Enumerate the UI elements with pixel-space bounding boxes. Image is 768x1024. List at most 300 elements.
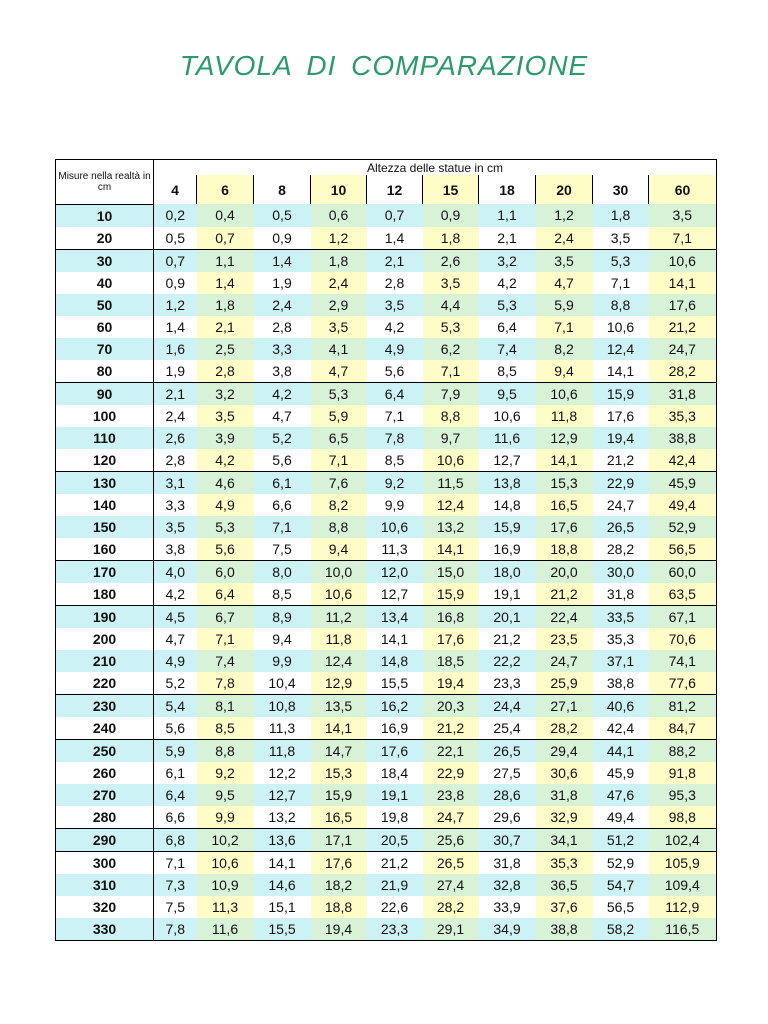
table-cell: 6,4 (367, 382, 423, 405)
table-cell: 12,4 (593, 338, 649, 360)
table-cell: 5,3 (311, 382, 367, 405)
table-cell: 52,9 (593, 851, 649, 874)
table-cell: 22,6 (367, 896, 423, 918)
table-cell: 5,6 (254, 449, 311, 472)
table-cell: 27,4 (423, 874, 479, 896)
table-cell: 49,4 (649, 494, 717, 516)
table-cell: 24,4 (479, 694, 536, 717)
table-cell: 7,4 (197, 650, 254, 672)
table-cell: 15,9 (593, 382, 649, 405)
table-cell: 19,8 (367, 806, 423, 829)
table-cell: 42,4 (649, 449, 717, 472)
table-cell: 12,0 (367, 560, 423, 583)
table-cell: 2,4 (154, 405, 197, 427)
table-cell: 28,2 (649, 360, 717, 383)
table-cell: 9,2 (367, 471, 423, 494)
table-row (56, 249, 717, 272)
table-cell: 0,7 (154, 249, 197, 272)
table-row (56, 316, 717, 338)
table-cell: 12,7 (479, 449, 536, 472)
table-cell: 6,8 (154, 828, 197, 851)
table-cell: 32,8 (479, 874, 536, 896)
table-cell: 9,9 (197, 806, 254, 829)
table-row (56, 762, 717, 784)
table-cell: 31,8 (649, 382, 717, 405)
table-cell: 22,2 (479, 650, 536, 672)
table-cell: 51,2 (593, 828, 649, 851)
table-row (56, 583, 717, 606)
table-row (56, 739, 717, 762)
table-cell: 15,9 (311, 784, 367, 806)
table-cell: 9,4 (536, 360, 593, 383)
table-cell: 10,4 (254, 672, 311, 695)
table-cell: 11,5 (423, 471, 479, 494)
row-header: 320 (56, 896, 154, 918)
table-cell: 15,1 (254, 896, 311, 918)
row-header: 180 (56, 583, 154, 606)
table-cell: 15,9 (423, 583, 479, 606)
table-cell: 36,5 (536, 874, 593, 896)
table-cell: 12,7 (367, 583, 423, 606)
table-cell: 24,7 (593, 494, 649, 516)
table-row (56, 694, 717, 717)
row-header: 250 (56, 739, 154, 762)
table-cell: 18,0 (479, 560, 536, 583)
table-cell: 4,5 (154, 605, 197, 628)
table-cell: 10,6 (479, 405, 536, 427)
table-cell: 12,9 (311, 672, 367, 695)
table-cell: 8,0 (254, 560, 311, 583)
table-cell: 8,5 (197, 717, 254, 740)
table-cell: 21,2 (423, 717, 479, 740)
table-cell: 12,4 (311, 650, 367, 672)
table-cell: 22,9 (423, 762, 479, 784)
table-cell: 8,5 (367, 449, 423, 472)
table-cell: 31,8 (536, 784, 593, 806)
table-cell: 14,6 (254, 874, 311, 896)
table-cell: 17,6 (423, 628, 479, 650)
table-cell: 7,6 (311, 471, 367, 494)
table-cell: 4,2 (479, 272, 536, 294)
table-cell: 29,4 (536, 739, 593, 762)
table-row (56, 851, 717, 874)
row-header: 330 (56, 918, 154, 941)
table-cell: 0,9 (254, 227, 311, 250)
table-cell: 7,1 (197, 628, 254, 650)
table-cell: 34,1 (536, 828, 593, 851)
table-cell: 40,6 (593, 694, 649, 717)
table-cell: 1,4 (197, 272, 254, 294)
table-cell: 3,8 (254, 360, 311, 383)
table-cell: 3,8 (154, 538, 197, 561)
row-header: 20 (56, 227, 154, 250)
table-cell: 16,9 (479, 538, 536, 561)
table-cell: 2,8 (367, 272, 423, 294)
table-cell: 0,7 (197, 227, 254, 250)
table-cell: 3,3 (254, 338, 311, 360)
table-cell: 3,5 (197, 405, 254, 427)
table-cell: 56,5 (593, 896, 649, 918)
table-cell: 10,6 (649, 249, 717, 272)
table-cell: 4,9 (154, 650, 197, 672)
row-header: 290 (56, 828, 154, 851)
table-row (56, 272, 717, 294)
table-cell: 3,2 (479, 249, 536, 272)
row-header: 230 (56, 694, 154, 717)
table-cell: 0,5 (154, 227, 197, 250)
table-cell: 18,8 (536, 538, 593, 561)
table-cell: 13,8 (479, 471, 536, 494)
table-cell: 6,6 (254, 494, 311, 516)
table-cell: 5,3 (479, 294, 536, 316)
table-cell: 3,3 (154, 494, 197, 516)
column-header: 30 (593, 175, 649, 204)
table-cell: 25,4 (479, 717, 536, 740)
table-cell: 2,6 (423, 249, 479, 272)
row-header: 220 (56, 672, 154, 695)
table-cell: 58,2 (593, 918, 649, 941)
table-cell: 24,7 (649, 338, 717, 360)
table-cell: 0,7 (367, 204, 423, 227)
table-cell: 2,4 (536, 227, 593, 250)
table-cell: 17,6 (649, 294, 717, 316)
table-cell: 7,1 (367, 405, 423, 427)
table-cell: 26,5 (423, 851, 479, 874)
table-cell: 11,8 (254, 739, 311, 762)
table-cell: 28,2 (536, 717, 593, 740)
table-cell: 70,6 (649, 628, 717, 650)
row-header: 300 (56, 851, 154, 874)
table-cell: 6,7 (197, 605, 254, 628)
table-cell: 21,9 (367, 874, 423, 896)
table-cell: 14,1 (254, 851, 311, 874)
table-cell: 3,5 (536, 249, 593, 272)
table-cell: 7,5 (254, 538, 311, 561)
table-cell: 38,8 (649, 427, 717, 449)
table-cell: 6,4 (197, 583, 254, 606)
row-header: 140 (56, 494, 154, 516)
table-cell: 21,2 (649, 316, 717, 338)
table-cell: 7,1 (536, 316, 593, 338)
table-cell: 8,2 (536, 338, 593, 360)
table-cell: 23,3 (367, 918, 423, 941)
table-cell: 52,9 (649, 516, 717, 538)
table-cell: 6,4 (154, 784, 197, 806)
table-cell: 1,1 (197, 249, 254, 272)
table-cell: 21,2 (593, 449, 649, 472)
table-cell: 4,6 (197, 471, 254, 494)
table-cell: 2,9 (311, 294, 367, 316)
table-cell: 11,3 (197, 896, 254, 918)
table-cell: 11,3 (367, 538, 423, 561)
table-cell: 5,6 (154, 717, 197, 740)
table-cell: 13,6 (254, 828, 311, 851)
table-cell: 60,0 (649, 560, 717, 583)
table-row (56, 338, 717, 360)
table-cell: 5,9 (154, 739, 197, 762)
table-cell: 29,6 (479, 806, 536, 829)
table-cell: 0,9 (423, 204, 479, 227)
table-row (56, 494, 717, 516)
table-cell: 13,2 (423, 516, 479, 538)
table-cell: 10,2 (197, 828, 254, 851)
table-row (56, 382, 717, 405)
table-cell: 95,3 (649, 784, 717, 806)
table-cell: 4,0 (154, 560, 197, 583)
table-row (56, 560, 717, 583)
table-cell: 16,5 (536, 494, 593, 516)
table-row (56, 896, 717, 918)
table-cell: 8,9 (254, 605, 311, 628)
table-cell: 7,4 (479, 338, 536, 360)
table-cell: 84,7 (649, 717, 717, 740)
table-cell: 15,5 (367, 672, 423, 695)
table-cell: 42,4 (593, 717, 649, 740)
table-row (56, 672, 717, 695)
table-cell: 11,8 (536, 405, 593, 427)
table-cell: 2,8 (154, 449, 197, 472)
table-cell: 8,8 (423, 405, 479, 427)
column-header: 8 (254, 175, 311, 204)
table-cell: 10,6 (593, 316, 649, 338)
table-cell: 29,1 (423, 918, 479, 941)
table-cell: 19,1 (479, 583, 536, 606)
table-cell: 1,2 (311, 227, 367, 250)
table-cell: 5,9 (311, 405, 367, 427)
table-cell: 16,9 (367, 717, 423, 740)
table-cell: 1,8 (311, 249, 367, 272)
table-row (56, 227, 717, 250)
table-cell: 0,2 (154, 204, 197, 227)
table-cell: 2,8 (197, 360, 254, 383)
column-header-row (56, 175, 717, 204)
table-cell: 14,1 (423, 538, 479, 561)
corner-label: Misure nella realtà in cm (56, 160, 154, 205)
table-cell: 1,1 (479, 204, 536, 227)
table-cell: 7,3 (154, 874, 197, 896)
table-cell: 28,2 (593, 538, 649, 561)
table-cell: 3,5 (367, 294, 423, 316)
table-cell: 81,2 (649, 694, 717, 717)
row-header: 70 (56, 338, 154, 360)
table-cell: 1,8 (197, 294, 254, 316)
table-cell: 32,9 (536, 806, 593, 829)
row-header: 310 (56, 874, 154, 896)
table-cell: 10,6 (197, 851, 254, 874)
table-cell: 8,5 (479, 360, 536, 383)
table-cell: 11,3 (254, 717, 311, 740)
table-cell: 6,4 (479, 316, 536, 338)
table-row (56, 516, 717, 538)
table-cell: 21,2 (367, 851, 423, 874)
table-cell: 17,1 (311, 828, 367, 851)
table-cell: 15,3 (536, 471, 593, 494)
table-cell: 4,9 (197, 494, 254, 516)
table-cell: 25,6 (423, 828, 479, 851)
table-cell: 67,1 (649, 605, 717, 628)
table-cell: 10,6 (423, 449, 479, 472)
table-cell: 10,6 (367, 516, 423, 538)
table-cell: 3,9 (197, 427, 254, 449)
table-cell: 12,9 (536, 427, 593, 449)
table-row (56, 717, 717, 740)
table-cell: 4,2 (154, 583, 197, 606)
table-cell: 1,6 (154, 338, 197, 360)
row-header: 90 (56, 382, 154, 405)
row-header: 120 (56, 449, 154, 472)
group-header: Altezza delle statue in cm (154, 160, 717, 176)
table-cell: 11,8 (311, 628, 367, 650)
row-header: 190 (56, 605, 154, 628)
table-cell: 7,9 (423, 382, 479, 405)
table-cell: 102,4 (649, 828, 717, 851)
table-cell: 8,8 (197, 739, 254, 762)
table-cell: 1,2 (154, 294, 197, 316)
table-cell: 8,8 (593, 294, 649, 316)
table-cell: 4,1 (311, 338, 367, 360)
table-cell: 18,8 (311, 896, 367, 918)
table-cell: 7,1 (311, 449, 367, 472)
table-cell: 10,9 (197, 874, 254, 896)
column-header: 6 (197, 175, 254, 204)
row-header: 50 (56, 294, 154, 316)
table-row (56, 828, 717, 851)
table-cell: 14,1 (593, 360, 649, 383)
table-row (56, 449, 717, 472)
table-cell: 14,8 (479, 494, 536, 516)
table-cell: 18,2 (311, 874, 367, 896)
table-cell: 11,6 (479, 427, 536, 449)
table-cell: 30,0 (593, 560, 649, 583)
table-cell: 2,8 (254, 316, 311, 338)
row-header: 80 (56, 360, 154, 383)
table-cell: 22,9 (593, 471, 649, 494)
table-row (56, 918, 717, 941)
table-cell: 23,8 (423, 784, 479, 806)
table-cell: 2,1 (367, 249, 423, 272)
table-cell: 9,2 (197, 762, 254, 784)
table-cell: 5,3 (197, 516, 254, 538)
table-cell: 35,3 (536, 851, 593, 874)
table-cell: 8,8 (311, 516, 367, 538)
table-cell: 20,5 (367, 828, 423, 851)
table-cell: 15,9 (479, 516, 536, 538)
row-header: 150 (56, 516, 154, 538)
table-cell: 7,1 (649, 227, 717, 250)
table-cell: 37,6 (536, 896, 593, 918)
table-cell: 1,4 (254, 249, 311, 272)
table-row (56, 650, 717, 672)
table-cell: 24,7 (536, 650, 593, 672)
row-header: 210 (56, 650, 154, 672)
table-cell: 10,6 (311, 583, 367, 606)
table-cell: 6,0 (197, 560, 254, 583)
table-cell: 4,2 (254, 382, 311, 405)
table-cell: 18,4 (367, 762, 423, 784)
table-cell: 21,2 (536, 583, 593, 606)
table-cell: 4,4 (423, 294, 479, 316)
table-cell: 19,4 (423, 672, 479, 695)
table-cell: 0,6 (311, 204, 367, 227)
table-cell: 5,9 (536, 294, 593, 316)
table-cell: 5,4 (154, 694, 197, 717)
table-cell: 91,8 (649, 762, 717, 784)
table-cell: 1,4 (367, 227, 423, 250)
table-cell: 27,5 (479, 762, 536, 784)
table-row (56, 628, 717, 650)
table-cell: 26,5 (593, 516, 649, 538)
row-header: 240 (56, 717, 154, 740)
table-cell: 14,1 (367, 628, 423, 650)
table-cell: 27,1 (536, 694, 593, 717)
column-header: 18 (479, 175, 536, 204)
table-cell: 11,6 (197, 918, 254, 941)
table-cell: 1,9 (154, 360, 197, 383)
table-cell: 2,1 (479, 227, 536, 250)
row-header: 110 (56, 427, 154, 449)
table-cell: 4,7 (254, 405, 311, 427)
table-cell: 33,9 (479, 896, 536, 918)
row-header: 280 (56, 806, 154, 829)
table-cell: 49,4 (593, 806, 649, 829)
row-header: 130 (56, 471, 154, 494)
comparison-table (55, 159, 717, 941)
table-cell: 2,1 (197, 316, 254, 338)
table-cell: 21,2 (479, 628, 536, 650)
table-cell: 7,1 (154, 851, 197, 874)
table-row (56, 405, 717, 427)
table-row (56, 874, 717, 896)
table-cell: 15,0 (423, 560, 479, 583)
table-cell: 8,5 (254, 583, 311, 606)
row-header: 260 (56, 762, 154, 784)
table-cell: 13,4 (367, 605, 423, 628)
table-cell: 19,1 (367, 784, 423, 806)
table-cell: 0,9 (154, 272, 197, 294)
table-cell: 31,8 (479, 851, 536, 874)
table-cell: 26,5 (479, 739, 536, 762)
table-cell: 56,5 (649, 538, 717, 561)
table-cell: 3,5 (154, 516, 197, 538)
table-cell: 1,8 (593, 204, 649, 227)
table-cell: 33,5 (593, 605, 649, 628)
table-cell: 0,5 (254, 204, 311, 227)
column-header: 10 (311, 175, 367, 204)
table-cell: 77,6 (649, 672, 717, 695)
table-cell: 5,2 (254, 427, 311, 449)
table-body (56, 204, 717, 940)
table-cell: 2,6 (154, 427, 197, 449)
table-cell: 7,8 (154, 918, 197, 941)
table-cell: 3,5 (311, 316, 367, 338)
table-cell: 12,4 (423, 494, 479, 516)
table-cell: 31,8 (593, 583, 649, 606)
table-cell: 30,6 (536, 762, 593, 784)
table-cell: 1,4 (154, 316, 197, 338)
table-cell: 13,2 (254, 806, 311, 829)
table-cell: 9,4 (254, 628, 311, 650)
column-header: 20 (536, 175, 593, 204)
table-row (56, 204, 717, 227)
table-cell: 5,3 (423, 316, 479, 338)
table-cell: 20,3 (423, 694, 479, 717)
table-row (56, 427, 717, 449)
table-cell: 23,5 (536, 628, 593, 650)
table-row (56, 360, 717, 383)
table-cell: 6,1 (154, 762, 197, 784)
table-cell: 19,4 (593, 427, 649, 449)
table-cell: 30,7 (479, 828, 536, 851)
